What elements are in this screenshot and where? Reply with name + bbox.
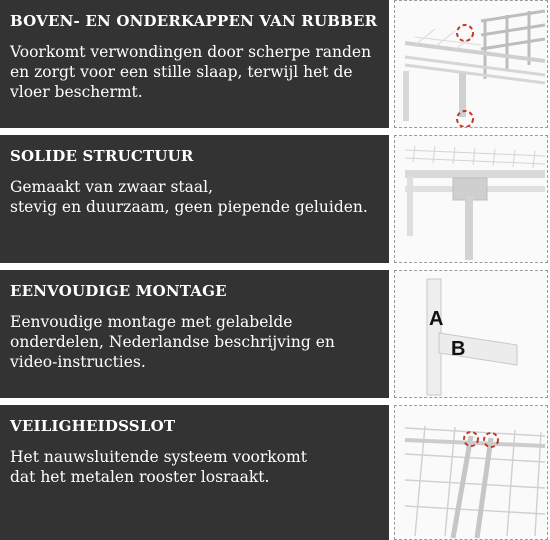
steel-bed-structure-icon — [395, 136, 547, 262]
section-divider — [0, 128, 550, 135]
bed-frame-rubber-caps-icon — [395, 1, 547, 127]
description-line: en zorgt voor een stille slaap, terwijl het de — [10, 63, 353, 81]
feature-title: BOVEN- EN ONDERKAPPEN VAN RUBBER — [10, 12, 378, 30]
feature-text-panel — [0, 135, 389, 263]
feature-image — [394, 270, 548, 398]
feature-row-easy-assembly — [0, 270, 550, 398]
feature-text-panel — [0, 0, 389, 128]
feature-image — [394, 405, 548, 540]
section-divider — [0, 398, 550, 405]
part-label-b: B — [451, 338, 466, 360]
feature-image — [394, 135, 548, 263]
feature-row-solid-structure — [0, 135, 550, 263]
feature-title: EENVOUDIGE MONTAGE — [10, 282, 227, 300]
feature-description — [10, 447, 389, 487]
description-line: Eenvoudige montage met gelabelde — [10, 313, 293, 331]
feature-row-safety-lock — [0, 405, 550, 540]
feature-description — [10, 177, 389, 217]
feature-title: VEILIGHEIDSSLOT — [10, 417, 176, 435]
feature-text-panel — [0, 270, 389, 398]
description-line: Gemaakt van zwaar staal, — [10, 178, 213, 196]
feature-description — [10, 312, 389, 372]
description-line: Voorkomt verwondingen door scherpe randen — [10, 43, 372, 61]
feature-text-panel — [0, 405, 389, 540]
assembly-parts-icon — [395, 271, 547, 397]
section-divider — [0, 263, 550, 270]
safety-lock-grid-icon — [395, 406, 547, 539]
description-line: vloer beschermt. — [10, 83, 143, 101]
part-label-a: A — [429, 308, 444, 330]
description-line: dat het metalen rooster losraakt. — [10, 468, 270, 486]
feature-image — [394, 0, 548, 128]
feature-description — [10, 42, 389, 102]
feature-row-rubber-caps — [0, 0, 550, 128]
description-line: Het nauwsluitende systeem voorkomt — [10, 448, 307, 466]
feature-title: SOLIDE STRUCTUUR — [10, 147, 194, 165]
description-line: onderdelen, Nederlandse beschrijving en — [10, 333, 335, 351]
description-line: stevig en duurzaam, geen piepende geluiden. — [10, 198, 368, 216]
description-line: video-instructies. — [10, 353, 146, 371]
